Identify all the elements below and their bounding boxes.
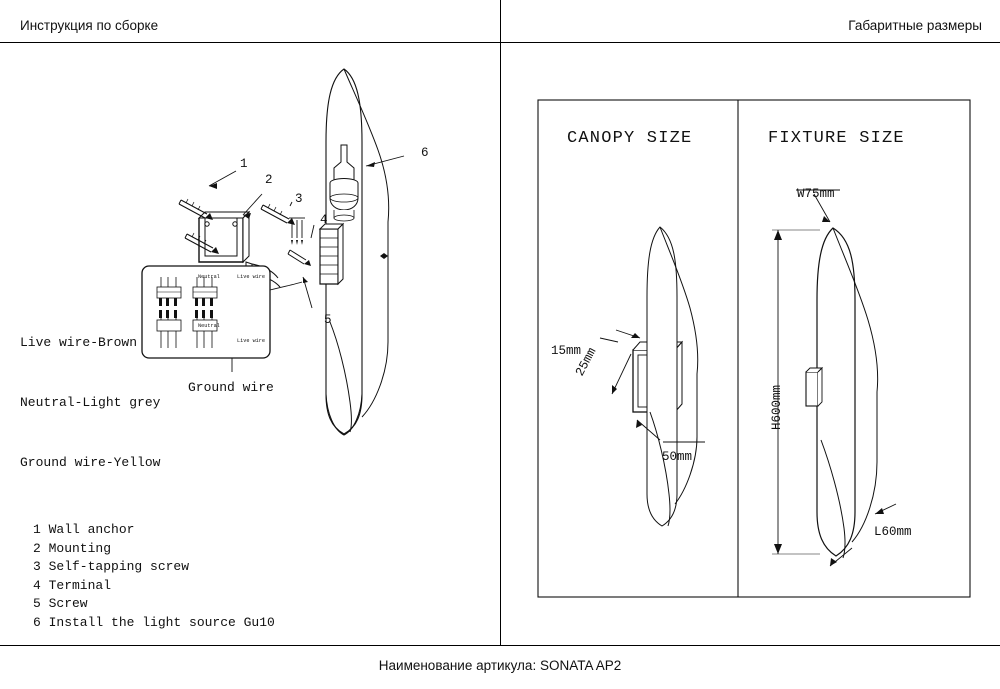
callout-6: 6 xyxy=(421,146,429,160)
callout-1: 1 xyxy=(240,157,248,171)
fixture-size-title: FIXTURE SIZE xyxy=(768,129,905,148)
callout-4: 4 xyxy=(320,213,328,227)
parts-list-item-4: 4 Terminal xyxy=(33,577,112,593)
canopy-dim-50mm: 50mm xyxy=(662,450,693,464)
callout-5: 5 xyxy=(324,313,332,327)
fixture-dim-l60mm: L60mm xyxy=(874,525,912,539)
page-title-right: Габаритные размеры xyxy=(848,18,982,33)
wiring-label-live-top: Live wire xyxy=(237,274,266,280)
parts-list-item-1: 1 Wall anchor xyxy=(33,522,135,537)
parts-list-item-6: 6 Install the light source Gu10 xyxy=(33,614,275,630)
wire-color-legend xyxy=(20,293,160,513)
ground-wire-label: Ground wire xyxy=(188,380,274,395)
article-name: Наименование артикула: SONATA AP2 xyxy=(378,658,622,673)
fixture-dim-w75mm: W75mm xyxy=(797,187,835,201)
footer-divider xyxy=(0,645,1000,646)
fixture-dim-h600mm: H600mm xyxy=(770,384,784,430)
parts-list-item-3: 3 Self-tapping screw xyxy=(33,559,190,574)
page-title-left: Инструкция по сборке xyxy=(20,18,159,33)
wire-legend-neutral: Neutral-Light grey xyxy=(20,395,161,410)
wiring-label-neutral-top: Neutral xyxy=(198,274,220,280)
wiring-label-neutral-bottom: Neutral xyxy=(198,323,220,329)
callout-3: 3 xyxy=(295,192,303,206)
canopy-size-title: CANOPY SIZE xyxy=(567,129,693,148)
canopy-dim-15mm: 15mm xyxy=(551,344,582,358)
wiring-label-live-bottom: Live wire xyxy=(237,338,266,344)
parts-list-item-5: 5 Screw xyxy=(33,596,88,611)
callout-2: 2 xyxy=(265,173,273,187)
parts-list xyxy=(33,521,275,632)
canopy-dim-25mm: 25mm xyxy=(573,345,600,379)
parts-list-item-2: 2 Mounting xyxy=(33,540,112,556)
wire-legend-ground: Ground wire-Yellow xyxy=(20,455,161,470)
wire-legend-live: Live wire-Brown xyxy=(20,335,138,350)
